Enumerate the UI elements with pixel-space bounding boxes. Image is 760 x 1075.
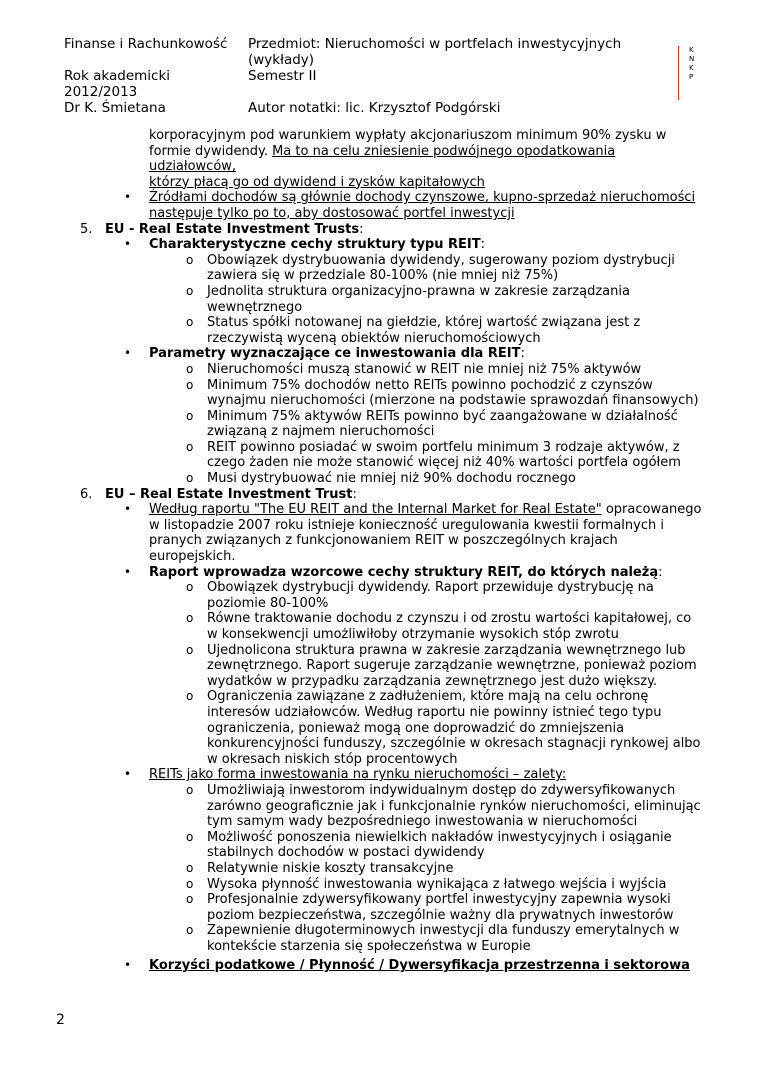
sub-item [0, 378, 704, 409]
bullet-heading: Charakterystyczne cechy struktury typu REIT [149, 237, 481, 253]
sub-item [0, 861, 704, 877]
sub-item [0, 611, 704, 642]
sub-item [0, 440, 704, 471]
sub-bullet-icon: o [186, 860, 194, 875]
sub-bullet-icon: o [186, 876, 194, 891]
bullet-item [0, 502, 704, 564]
header-academic-year: Rok akademicki 2012/2013 [64, 68, 171, 100]
income-sources-text: Źródłami dochodów są głównie dochody czynszowe, kupno-sprzedaż nieruchomości następuje tylko po to, aby dostosować portfel inwestycji [149, 190, 696, 221]
sub-item [0, 315, 704, 346]
sub-item [0, 362, 704, 378]
sub-bullet-icon: o [186, 408, 194, 423]
sub-item [0, 643, 704, 690]
bullet-icon: • [124, 767, 132, 782]
sub-item [0, 783, 704, 830]
sub-item-text: Ujednolicona struktura prawna w zakresie zarządzania wewnętrznego lub zewnętrznego. Raport sugeruje zarządzanie wewnętrzne, ponieważ poziom wydatków w przypadku zarządzania zewnętrznego jest dużo większy. [207, 642, 697, 689]
sub-bullet-icon: o [186, 611, 194, 626]
sub-bullet-icon: o [186, 892, 194, 907]
sub-bullet-icon: o [186, 471, 194, 486]
sub-item-text: Obowiązek dystrybuowania dywidendy, sugerowany poziom dystrybucji zawiera się w przedziale 80-100% (nie mniej niż 75%) [207, 252, 675, 284]
bullet-icon: • [124, 564, 132, 579]
sub-item-text: Nieruchomości muszą stanowić w REIT nie mniej niż 75% aktywów [207, 361, 642, 377]
bullet-icon: • [124, 346, 132, 361]
bullet-item [0, 767, 704, 783]
sub-bullet-icon: o [186, 580, 194, 595]
colon: : [359, 221, 364, 237]
sub-item [0, 284, 704, 315]
continuation-underlined: którzy płacą go od dywidend i zysków kapitałowych [149, 174, 485, 190]
sub-item [0, 923, 704, 954]
sub-item [0, 892, 704, 923]
sub-item-text: Obowiązek dystrybucji dywidendy. Raport przewiduje dystrybucję na poziomie 80-100% [207, 580, 654, 611]
bullet-item [0, 565, 704, 581]
reits-advantages-heading: REITs jako forma inwestowania na rynku nieruchomości – zalety: [149, 767, 567, 783]
sub-item [0, 877, 704, 893]
bullet-icon: • [124, 502, 132, 517]
bullet-item [0, 958, 704, 974]
header-subject: Przedmiot: Nieruchomości w portfelach inwestycyjnych (wykłady) [248, 36, 622, 68]
bullet-icon: • [124, 190, 132, 205]
sub-item-text: REIT powinno posiadać w swoim portfelu minimum 3 rodzaje aktywów, z czego żaden nie może stanowić więcej niż 40% wartości portfela ogółem [207, 439, 681, 471]
sub-item-text: Minimum 75% dochodów netto REITs powinno pochodzić z czynszów wynajmu nieruchomości (mierzone na podstawie sprawozdań finansowych) [207, 377, 699, 409]
section-title: EU – Real Estate Investment Trust [105, 486, 353, 502]
bullet-item [0, 237, 704, 253]
sub-item [0, 689, 704, 767]
sub-item [0, 830, 704, 861]
logo-letter: N [689, 55, 695, 63]
sub-bullet-icon: o [186, 252, 194, 267]
sub-bullet-icon: o [186, 829, 194, 844]
sub-bullet-icon: o [186, 439, 194, 454]
bullet-heading: Parametry wyznaczające ce inwestowania dla REIT [149, 346, 521, 362]
page-header [64, 36, 704, 116]
sub-item-text: Minimum 75% aktywów REITs powinno być zaangażowane w działalność związaną z najmem nieruchomości [207, 408, 678, 440]
bullet-item [0, 190, 704, 221]
continuation-line: korporacyjnym pod warunkiem wypłaty akcjonariuszom minimum 90% zysku w [149, 128, 667, 143]
sub-bullet-icon: o [186, 315, 194, 330]
sub-bullet-icon: o [186, 642, 194, 657]
report-title-underlined: Według raportu "The EU REIT and the Internal Market for Real Estate" [149, 502, 602, 518]
continuation-underlined: Ma to na celu zniesienie podwójnego opodatkowania udziałowców, [149, 143, 616, 175]
sub-bullet-icon: o [186, 689, 194, 704]
sub-item [0, 580, 704, 611]
document-body [0, 128, 760, 974]
section-number: 6. [80, 486, 93, 502]
sub-bullet-icon: o [186, 782, 194, 797]
colon: : [352, 486, 357, 502]
bullet-item [0, 346, 704, 362]
section-number: 5. [80, 221, 93, 237]
sub-item-text: Możliwość ponoszenia niewielkich nakładów inwestycyjnych i osiąganie stabilnych dochodów w postaci dywidendy [207, 829, 672, 861]
header-course-field: Finanse i Rachunkowość [64, 36, 228, 52]
sub-item [0, 409, 704, 440]
sub-item-text: Relatywnie niskie koszty transakcyjne [207, 860, 454, 876]
section-6-heading [0, 487, 760, 503]
logo-letter: K [689, 64, 694, 72]
continuation-paragraph [0, 128, 704, 190]
sub-item-text: Profesjonalnie zdywersyfikowany portfel inwestycyjny zapewnia wysoki poziom bezpieczeństwa, szczególnie ważny dla prywatnych inwestorów [207, 892, 674, 923]
sub-item [0, 471, 704, 487]
sub-item-text: Musi dystrybuować nie mniej niż 90% dochodu rocznego [207, 471, 576, 487]
sub-item-text: Umożliwiają inwestorom indywidualnym dostęp do zdywersyfikowanych zarówno geograficznie jak i funkcjonalnie rynków nieruchomości, eliminując tym samym wady bezpośredniego inwestowania w nieruchomości [207, 782, 701, 830]
header-note-author: Autor notatki: lic. Krzysztof Podgórski [248, 100, 501, 116]
sub-item-text: Status spółki notowanej na giełdzie, której wartość związana jest z rzeczywistą wyceną obiektów nieruchomościowych [207, 315, 641, 346]
header-lecturer: Dr K. Śmietana [64, 100, 166, 116]
section-5-heading [0, 222, 760, 238]
page-number: 2 [56, 1012, 65, 1028]
sub-item [0, 253, 704, 284]
continuation-line: formie dywidendy. [149, 143, 273, 159]
logo-letter: P [689, 73, 694, 81]
logo-letter: K [689, 46, 694, 54]
bullet-icon: • [124, 958, 132, 973]
sub-item-text: Ograniczenia zawiązane z zadłużeniem, które mają na celu ochronę interesów udziałowców. Według raportu nie powinny istnieć tego typu ograniczenia, ponieważ mogą one doprowadzić do zmniejszenia konkurencyjności funduszy, szczególnie w okresach stagnacji rynkowej albo w okresach niskich stóp procentowych [207, 689, 701, 767]
sub-item-text: Równe traktowanie dochodu z czynszu i od zrostu wartości kapitałowej, co w konsekwencji umożliwiłoby otrzymanie wysokich stóp zwrotu [207, 611, 692, 642]
sub-item-text: Zapewnienie długoterminowych inwestycji dla funduszy emerytalnych w kontekście starzenia się społeczeństwa w Europie [207, 923, 680, 954]
colon: : [520, 346, 525, 362]
sub-bullet-icon: o [186, 377, 194, 392]
tax-benefits-heading: Korzyści podatkowe / Płynność / Dywersyfikacja przestrzenna i sektorowa [149, 958, 690, 974]
bullet-icon: • [124, 237, 132, 252]
section-title: EU - Real Estate Investment Trusts [105, 221, 360, 237]
bullet-heading: Raport wprowadza wzorcowe cechy struktury REIT, do których należą [149, 564, 659, 580]
knkp-logo [678, 46, 699, 100]
colon: : [480, 237, 485, 253]
sub-bullet-icon: o [186, 361, 194, 376]
sub-item-text: Wysoka płynność inwestowania wynikająca z łatwego wejścia i wyjścia [207, 876, 667, 892]
sub-bullet-icon: o [186, 923, 194, 938]
sub-item-text: Jednolita struktura organizacyjno-prawna w zakresie zarządzania wewnętrznego [207, 283, 630, 315]
report-description: opracowanego w listopadzie 2007 roku istnieje konieczność uregulowania kwestii formalnych i pranych związanych z funkcjonowaniem REIT w poszczególnych krajach europejskich. [149, 502, 702, 565]
colon: : [658, 564, 663, 580]
sub-bullet-icon: o [186, 283, 194, 298]
header-semester: Semestr II [248, 68, 317, 84]
